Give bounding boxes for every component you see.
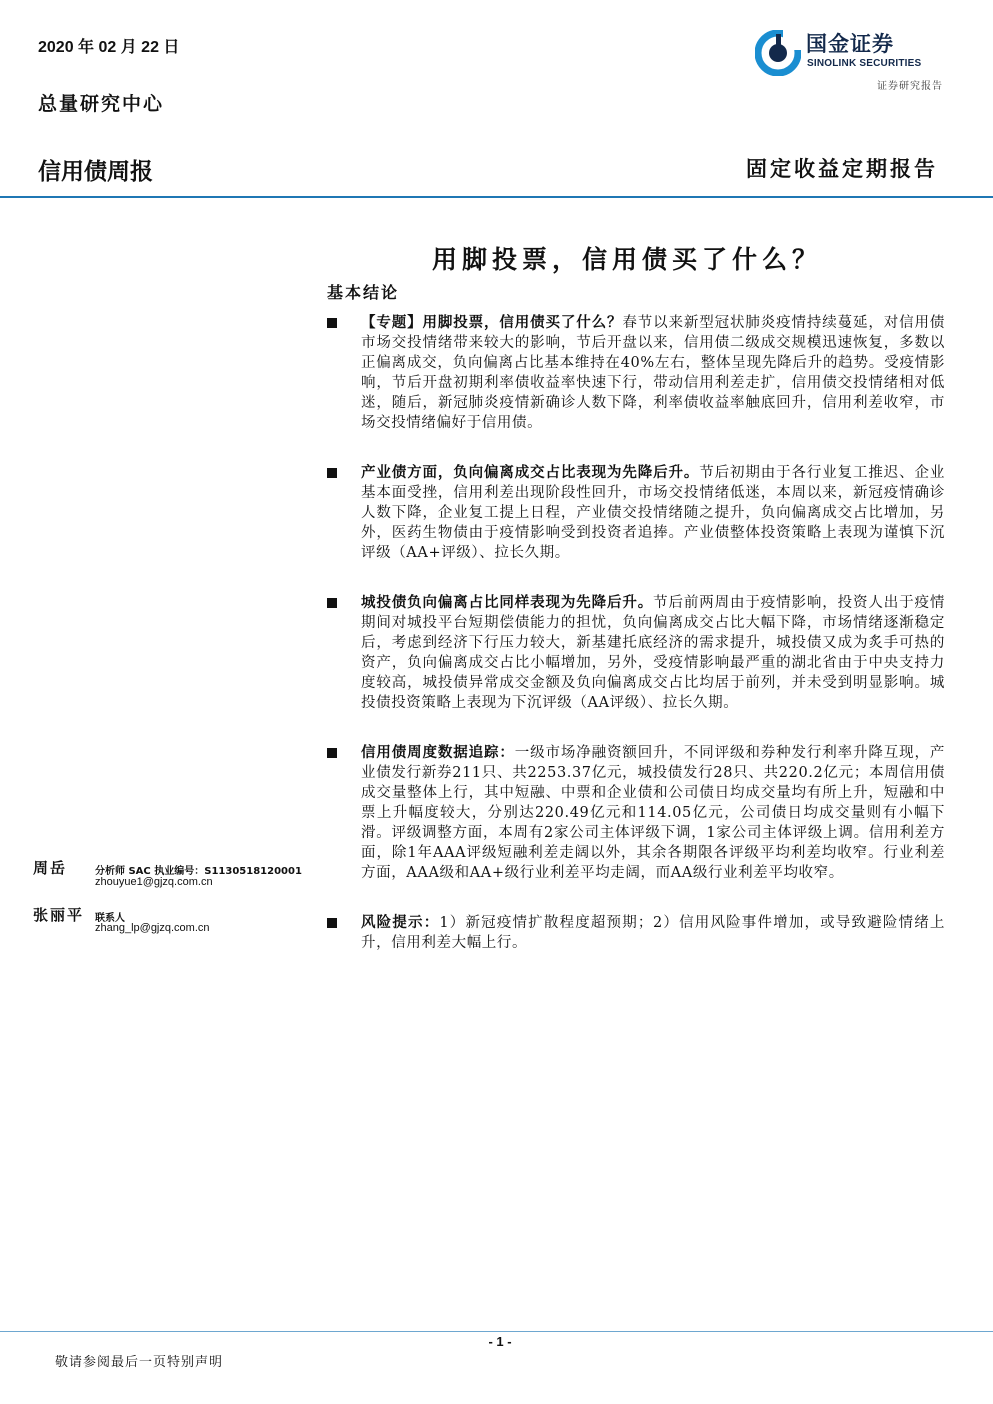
section-heading: 基本结论 (327, 283, 400, 302)
footer-divider (0, 1331, 993, 1332)
bullet-text: 节后前两周由于疫情影响，投资人出于疫情期间对城投平台短期偿债能力的担忧，负向偏离成交占比大幅下降，市场情绪逐渐稳定后，考虑到经济下行压力较大，新基建托底经济的需求提升，城投债又成为炙手可热的资产，负向偏离成交占比小幅增加，另外，受疫情影响最严重的湖北省由于中央支持力度较高，城投债异常成交金额及负向偏离成交占比均居于前列，并未受到明显影响。城投债投资策略上表现为下沉评级（AA评级）、拉长久期。 (361, 595, 945, 711)
bullet-text: 1）新冠疫情扩散程度超预期；2）信用风险事件增加，或导致避险情绪上升，信用利差大幅上行。 (361, 915, 946, 951)
logo-emblem-icon (755, 30, 801, 76)
bullet-text: 春节以来新型冠状肺炎疫情持续蔓延，对信用债市场交投情绪带来较大的影响，节后开盘以来，信用债二级成交规模迅速恢复，多数以正偏离成交，负向偏离占比基本维持在40%左右，整体呈现先降后升的趋势。受疫情影响，节后开盘初期利率债收益率快速下行，带动信用利差走扩，信用债交投情绪相对低迷，随后，新冠肺炎疫情新确诊人数下降，利率债收益率触底回升，信用利差收窄，市场交投情绪偏好于信用债。 (361, 315, 945, 431)
logo-english-name: SINOLINK SECURITIES (807, 58, 922, 69)
bullet-marker (327, 318, 337, 328)
bullet-lead: 城投债负向偏离占比同样表现为先降后升。 (361, 594, 654, 611)
bullet-lead: 产业债方面，负向偏离成交占比表现为先降后升。 (361, 464, 700, 481)
analyst-email[interactable]: zhouyue1@gjzq.com.cn (95, 876, 213, 888)
logo-chinese-name: 国金证券 (806, 32, 894, 56)
analyst-role: 分析师 SAC 执业编号：S1130518120001 (95, 866, 302, 877)
bullet-lead: 【专题】用脚投票，信用债买了什么？ (361, 314, 623, 331)
bullet-paragraph (361, 743, 945, 883)
bullet-text: 节后初期由于各行业复工推迟、企业基本面受挫，信用利差出现阶段性回升，市场交投情绪低迷，本周以来，新冠疫情确诊人数下降，企业复工提上日程，产业债交投情绪随之提升，负向偏离成交占比增加，另外，医药生物债由于疫情影响受到投资者追捧。产业债整体投资策略上表现为谨慎下沉评级（AA+评级）、拉长久期。 (361, 465, 945, 561)
report-title: 用脚投票，信用债买了什么？ (432, 245, 823, 274)
report-category: 固定收益定期报告 (746, 156, 938, 181)
report-date: 2020 年 02 月 22 日 (38, 39, 180, 56)
analyst-name: 周岳 (33, 859, 68, 877)
bullet-paragraph (361, 593, 945, 713)
report-type: 信用债周报 (38, 159, 153, 185)
contact-role: 联系人 (95, 913, 125, 924)
bullet-marker (327, 468, 337, 478)
company-logo (755, 30, 943, 76)
bullet-text: 一级市场净融资额回升，不同评级和券种发行利率升降互现，产业债发行新券211只、共2253.37亿元，城投债发行28只、共220.2亿元；本周信用债成交量整体上行，其中短融、中票和企业债和公司债日均成交量均有所上升，短融和中票上升幅度较大，分别达220.49亿元和114.05亿元，公司债日均成交量则有小幅下滑。评级调整方面，本周有2家公司主体评级下调，1家公司主体评级上调。信用利差方面，除1年AAA评级短融利差走阔以外，其余各期限各评级平均利差均收窄。行业利差方面，AAA级和AA+级行业利差平均走阔，而AA级行业利差平均收窄。 (361, 745, 945, 881)
bullet-paragraph (361, 463, 945, 563)
page-number: - 1 - (488, 1334, 512, 1349)
research-center: 总量研究中心 (38, 93, 165, 115)
bullet-lead: 信用债周度数据追踪： (361, 744, 515, 761)
contact-name: 张丽平 (33, 906, 85, 924)
bullet-paragraph (361, 313, 945, 433)
bullet-marker (327, 918, 337, 928)
logo-subtitle: 证券研究报告 (877, 81, 943, 92)
bullet-paragraph (361, 913, 945, 953)
contact-email[interactable]: zhang_lp@gjzq.com.cn (95, 922, 210, 934)
footer-disclaimer: 敬请参阅最后一页特别声明 (55, 1355, 224, 1370)
bullet-marker (327, 748, 337, 758)
header-divider (0, 196, 993, 198)
bullet-lead: 风险提示： (361, 914, 440, 931)
bullet-marker (327, 598, 337, 608)
